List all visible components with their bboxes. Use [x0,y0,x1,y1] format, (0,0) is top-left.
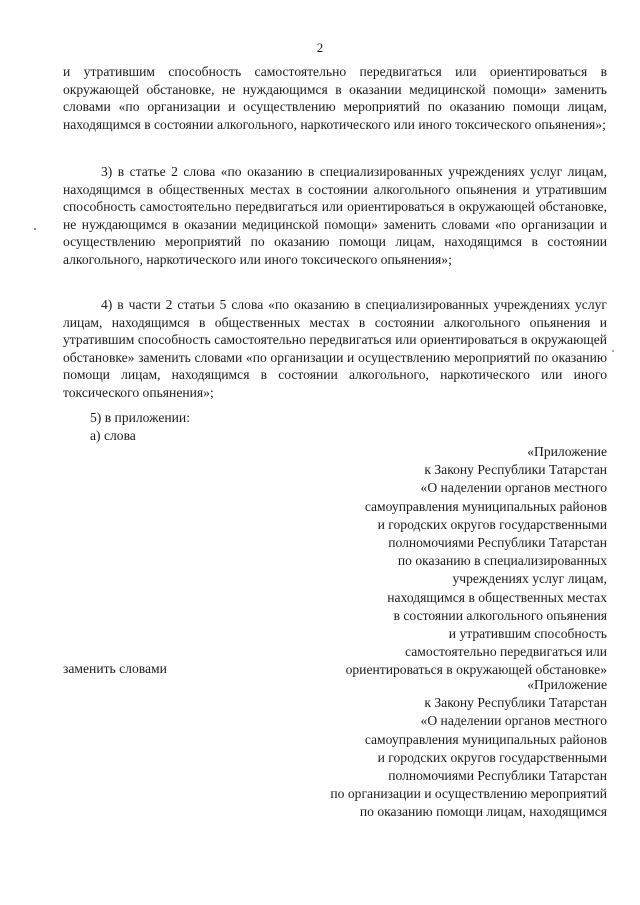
new-title-line: по организации и осуществлению мероприятий [330,786,607,802]
new-title-line: по оказанию помощи лицам, находящимся [359,804,607,820]
item-5-heading: 5) в приложении: [90,410,190,425]
old-title-line: самоуправления муниципальных районов [364,498,607,514]
old-title-line: «О наделении органов местного [420,480,607,496]
old-title-line: в состоянии алкогольного опьянения [393,607,607,623]
scan-speck [612,350,614,352]
old-title-line: и городских округов государственными [377,516,607,532]
old-title-line: полномочиями Республики Татарстан [388,535,607,551]
new-title-line: полномочиями Республики Татарстан [388,768,607,784]
paragraph-item-3: 3) в статье 2 слова «по оказанию в специализированных учреждениях услуг лицам, находящимся в общественных местах в состоянии алкогольного опьянения и утратившим способность самостоятельно передвигаться или ориентироваться в окружающей обстановке, не нуждающимся в оказании медицинской помощи» заменить словами «по организации и осуществлению мероприятий по оказанию помощи лицам, находящимся в состоянии алкогольного, наркотического или иного токсического опьянения»; [63,164,607,267]
old-title-line: находящимся в общественных местах [387,589,607,605]
item-a-heading: а) слова [90,428,136,443]
old-title-line: учреждениях услуг лицам, [452,571,607,587]
old-title-line: ориентироваться в окружающей обстановке» [345,662,607,678]
new-title-line: и городских округов государственными [377,749,607,765]
new-title-line: самоуправления муниципальных районов [364,731,607,747]
new-title-line: «Приложение [527,677,607,692]
appendix-new-title-block [227,676,607,822]
paragraph-item-4: 4) в части 2 статьи 5 слова «по оказанию в специализированных учреждениях услуг лицам, находящимся в общественных местах в состоянии алкогольного опьянения и утратившим способность самостоятельно передвигаться или ориентироваться в окружающей обстановке» заменить словами «по организации и осуществлению мероприятий по оказанию помощи лицам, находящимся в состоянии алкогольного, наркотического или иного токсического опьянения»; [63,297,607,400]
old-title-line: к Закону Республики Татарстан [424,462,607,478]
page-number: 2 [316,40,324,55]
scan-speck [34,228,36,230]
paragraph-continuation: и утратившим способность самостоятельно передвигаться или ориентироваться в окружающей обстановке, не нуждающимся в оказании медицинской помощи» заменить словами «по организации и осуществлению мероприятий по оказанию помощи лицам, находящимся в состоянии алкогольного, наркотического или иного токсического опьянения»; [63,64,607,132]
new-title-line: к Закону Республики Татарстан [424,695,607,711]
appendix-old-title-block [227,443,607,680]
new-title-line: «О наделении органов местного [420,713,607,729]
replace-with-label: заменить словами [63,661,167,676]
old-title-line: самостоятельно передвигаться или [405,644,607,660]
old-title-line: по оказанию в специализированных [397,553,607,569]
old-title-line: «Приложение [527,444,607,459]
old-title-line: и утратившим способность [448,626,607,642]
